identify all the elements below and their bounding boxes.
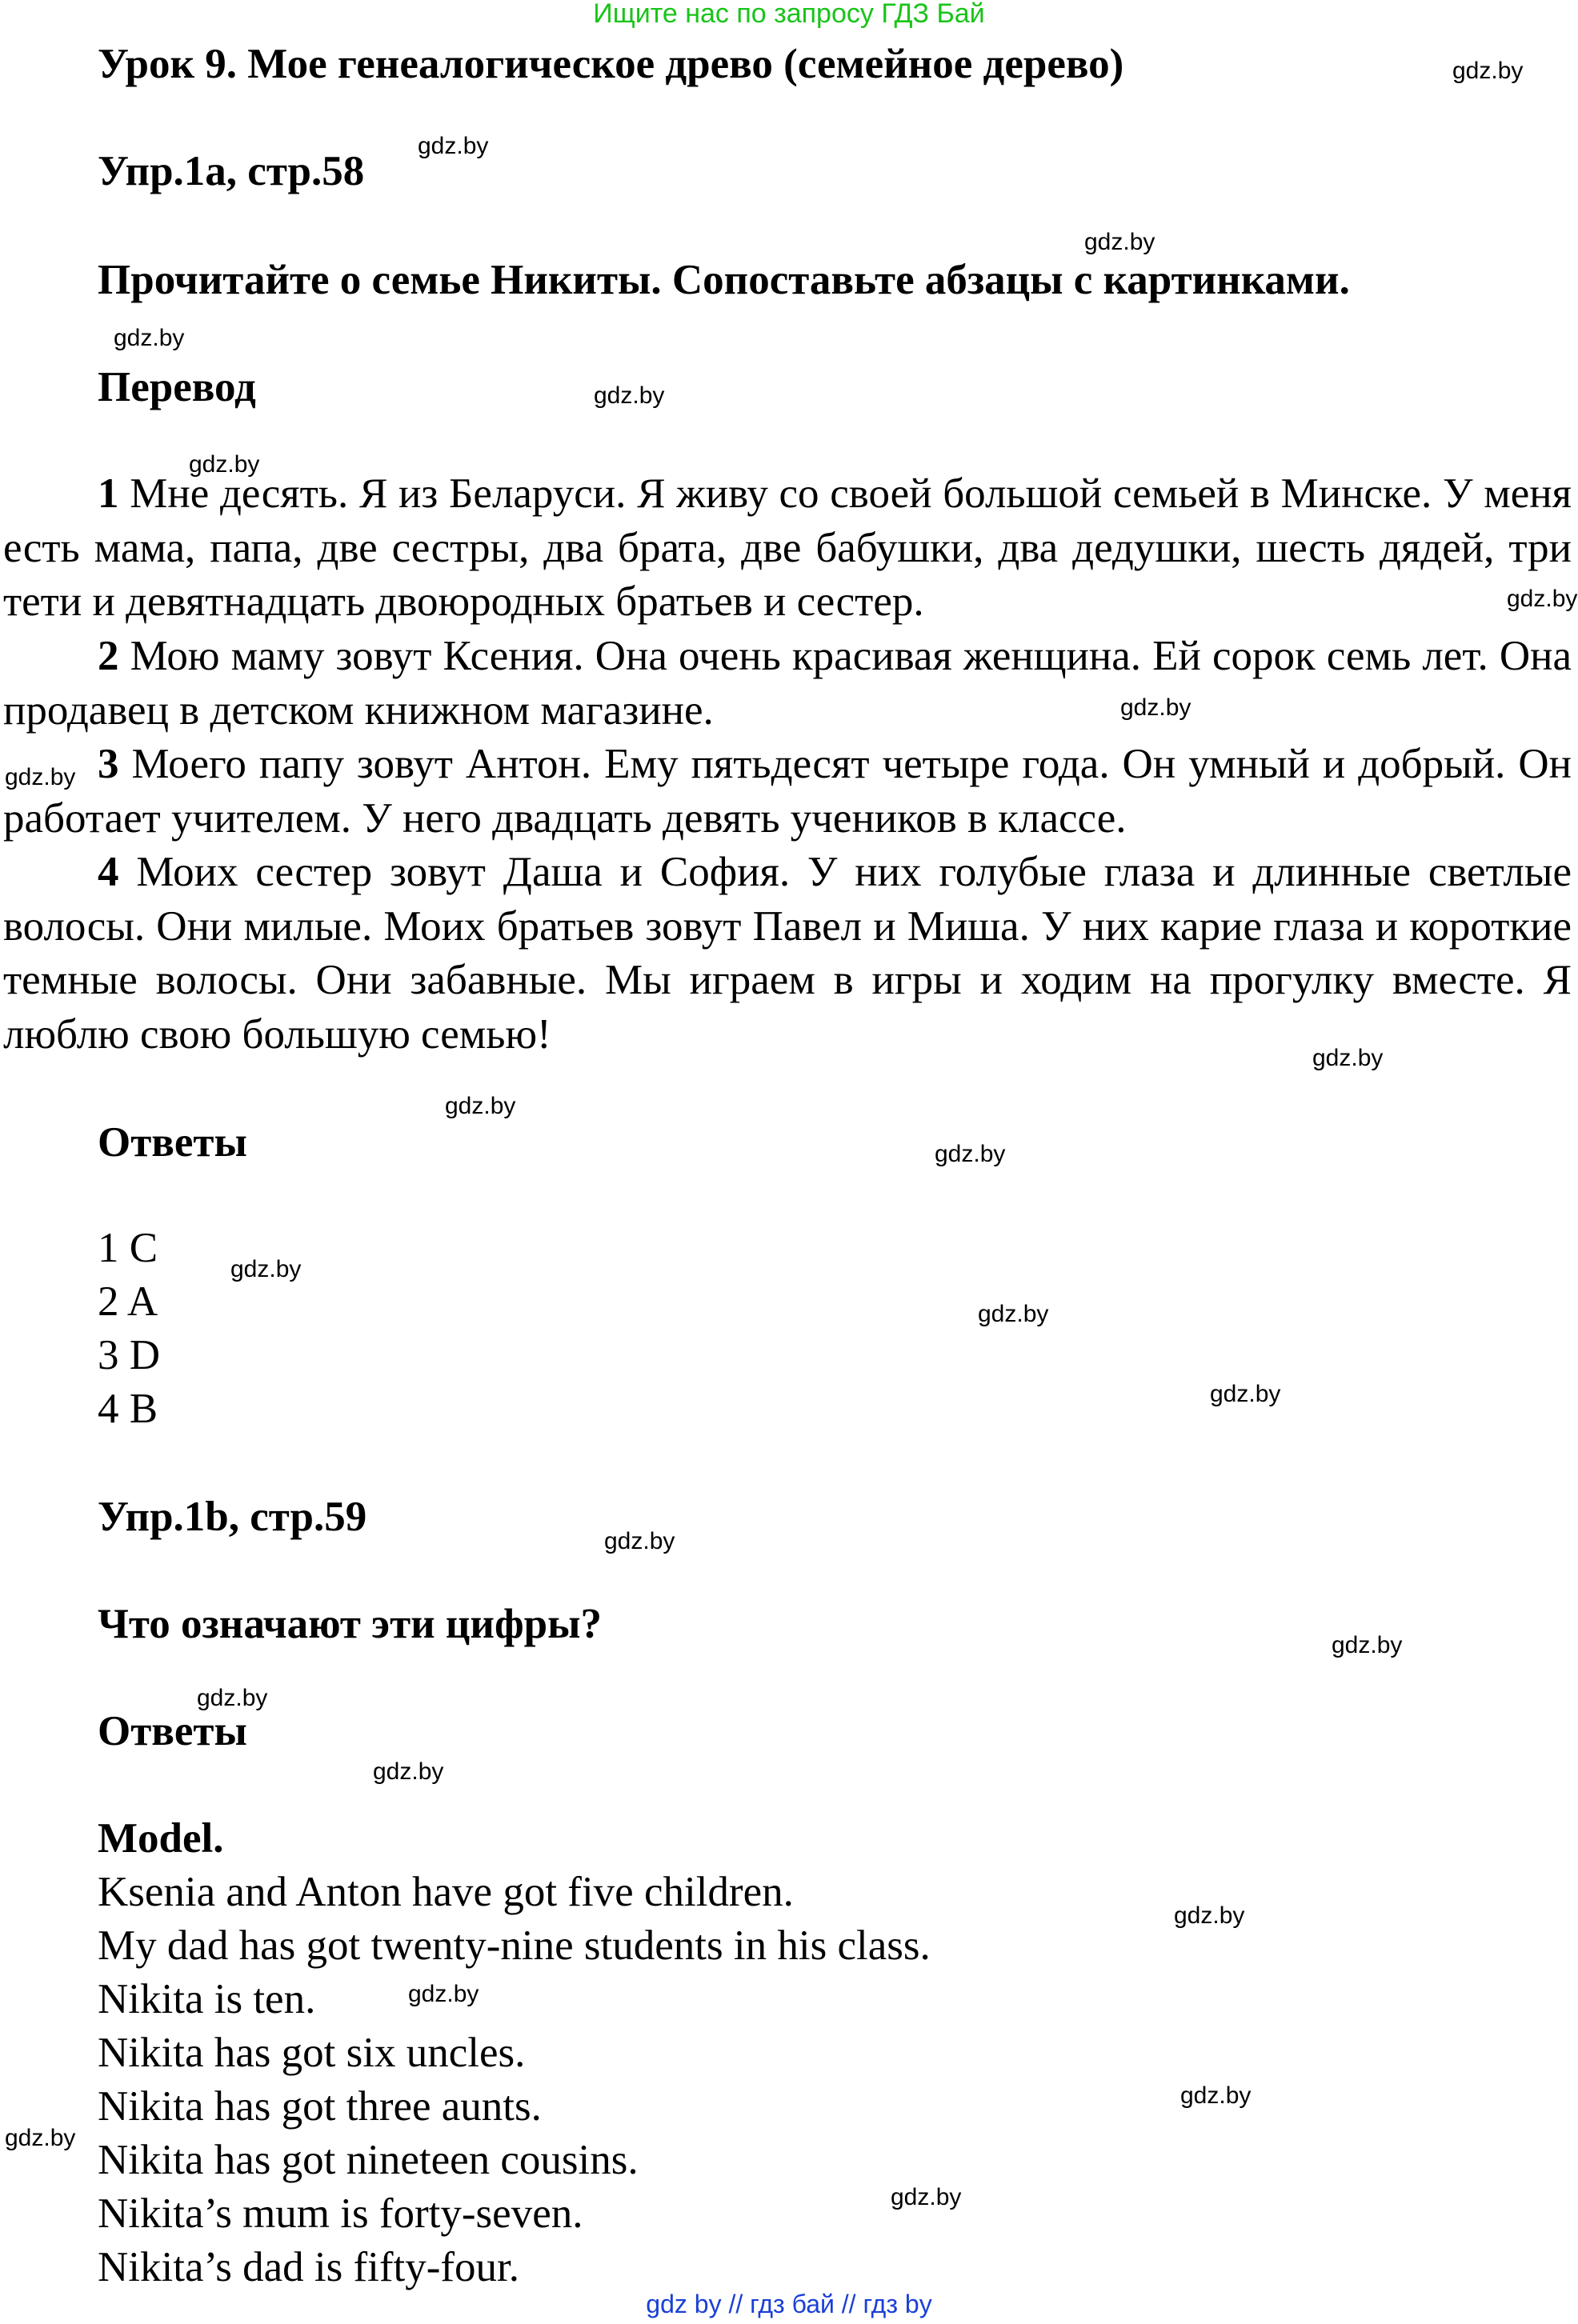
watermark: gdz.by [1174,1902,1245,1929]
watermark: gdz.by [891,2184,962,2210]
watermark: gdz.by [230,1256,302,1282]
paragraph-text: Моих сестер зовут Даша и София. У них голубые глаза и длинные светлые волосы. Они милые. Моих братьев зовут Павел и Миша. У них карие глаза и короткие темные волосы. Они забавные. Мы играем в игры и ходим на прогулку вместе. Я люблю свою большую семью! [3,849,1572,1058]
ex1b-answers-heading: Ответы [98,1708,247,1754]
translation-heading: Перевод [98,364,256,410]
watermark: gdz.by [1120,694,1192,721]
watermark: gdz.by [1452,58,1524,84]
paragraph-text: Мою маму зовут Ксения. Она очень красивая женщина. Ей сорок семь лет. Она продавец в детском книжном магазине. [3,633,1572,734]
model-line: Nikita has got nineteen cousins. [98,2137,639,2183]
paragraph-4 [3,846,1572,1062]
answer-item: 4 B [98,1386,158,1432]
model-line: Nikita has got six uncles. [98,2030,526,2076]
watermark: gdz.by [1180,2082,1252,2109]
model-line: Nikita’s mum is forty-seven. [98,2190,583,2237]
ex1b-task: Что означают эти цифры? [98,1601,602,1647]
watermark: gdz.by [418,133,489,159]
paragraph-number: 3 [98,741,119,787]
search-banner[interactable]: Ищите нас по запросу ГДЗ Бай [593,0,985,29]
watermark: gdz.by [408,1981,479,2007]
paragraph-3 [3,738,1572,846]
paragraph-1 [3,467,1572,630]
paragraph-number: 1 [98,470,119,517]
model-line: My dad has got twenty-nine students in his class. [98,1922,931,1969]
model-line: Nikita has got three aunts. [98,2083,542,2130]
answer-item: 1 C [98,1225,158,1271]
watermark: gdz.by [604,1528,675,1554]
answer-item: 2 A [98,1278,158,1325]
model-label: Model. [98,1815,224,1862]
watermark: gdz.by [935,1141,1006,1167]
ex1b-heading: Упр.1b, стр.59 [98,1494,367,1540]
ex1a-answers-heading: Ответы [98,1119,247,1166]
watermark: gdz.by [1507,586,1578,612]
model-line: Ksenia and Anton have got five children. [98,1869,794,1915]
answer-item: 3 D [98,1332,161,1378]
watermark: gdz.by [114,325,185,351]
watermark: gdz.by [189,451,260,478]
model-line: Nikita is ten. [98,1976,316,2022]
watermark: gdz.by [373,1758,444,1785]
watermark: gdz.by [1312,1045,1384,1071]
paragraph-text: Мне десять. Я из Беларуси. Я живу со своей большой семьей в Минске. У меня есть мама, папа, две сестры, два брата, две бабушки, два дедушки, шесть дядей, три тети и девятнадцать двоюродных братьев и сестер. [3,470,1572,625]
watermark: gdz.by [1210,1381,1281,1407]
paragraph-2 [3,630,1572,738]
ex1a-task: Прочитайте о семье Никиты. Сопоставьте абзацы с картинками. [98,257,1350,303]
model-line: Nikita’s dad is fifty-four. [98,2244,519,2290]
lesson-title: Урок 9. Мое генеалогическое древо (семейное дерево) [98,41,1124,87]
watermark: gdz.by [1332,1632,1403,1658]
paragraph-number: 2 [98,633,119,679]
paragraph-text: Моего папу зовут Антон. Ему пятьдесят четыре года. Он умный и добрый. Он работает учителем. У него двадцать девять учеников в классе. [3,741,1572,842]
watermark: gdz.by [445,1093,516,1119]
ex1a-heading: Упр.1a, стр.58 [98,148,365,194]
watermark: gdz.by [1084,229,1155,255]
watermark: gdz.by [197,1685,268,1711]
watermark: gdz.by [5,764,76,790]
watermark: gdz.by [978,1301,1049,1327]
footer-links[interactable]: gdz by // гдз бай // гдз by [646,2290,932,2318]
paragraph-number: 4 [98,849,119,895]
watermark: gdz.by [5,2125,76,2151]
watermark: gdz.by [594,382,665,409]
